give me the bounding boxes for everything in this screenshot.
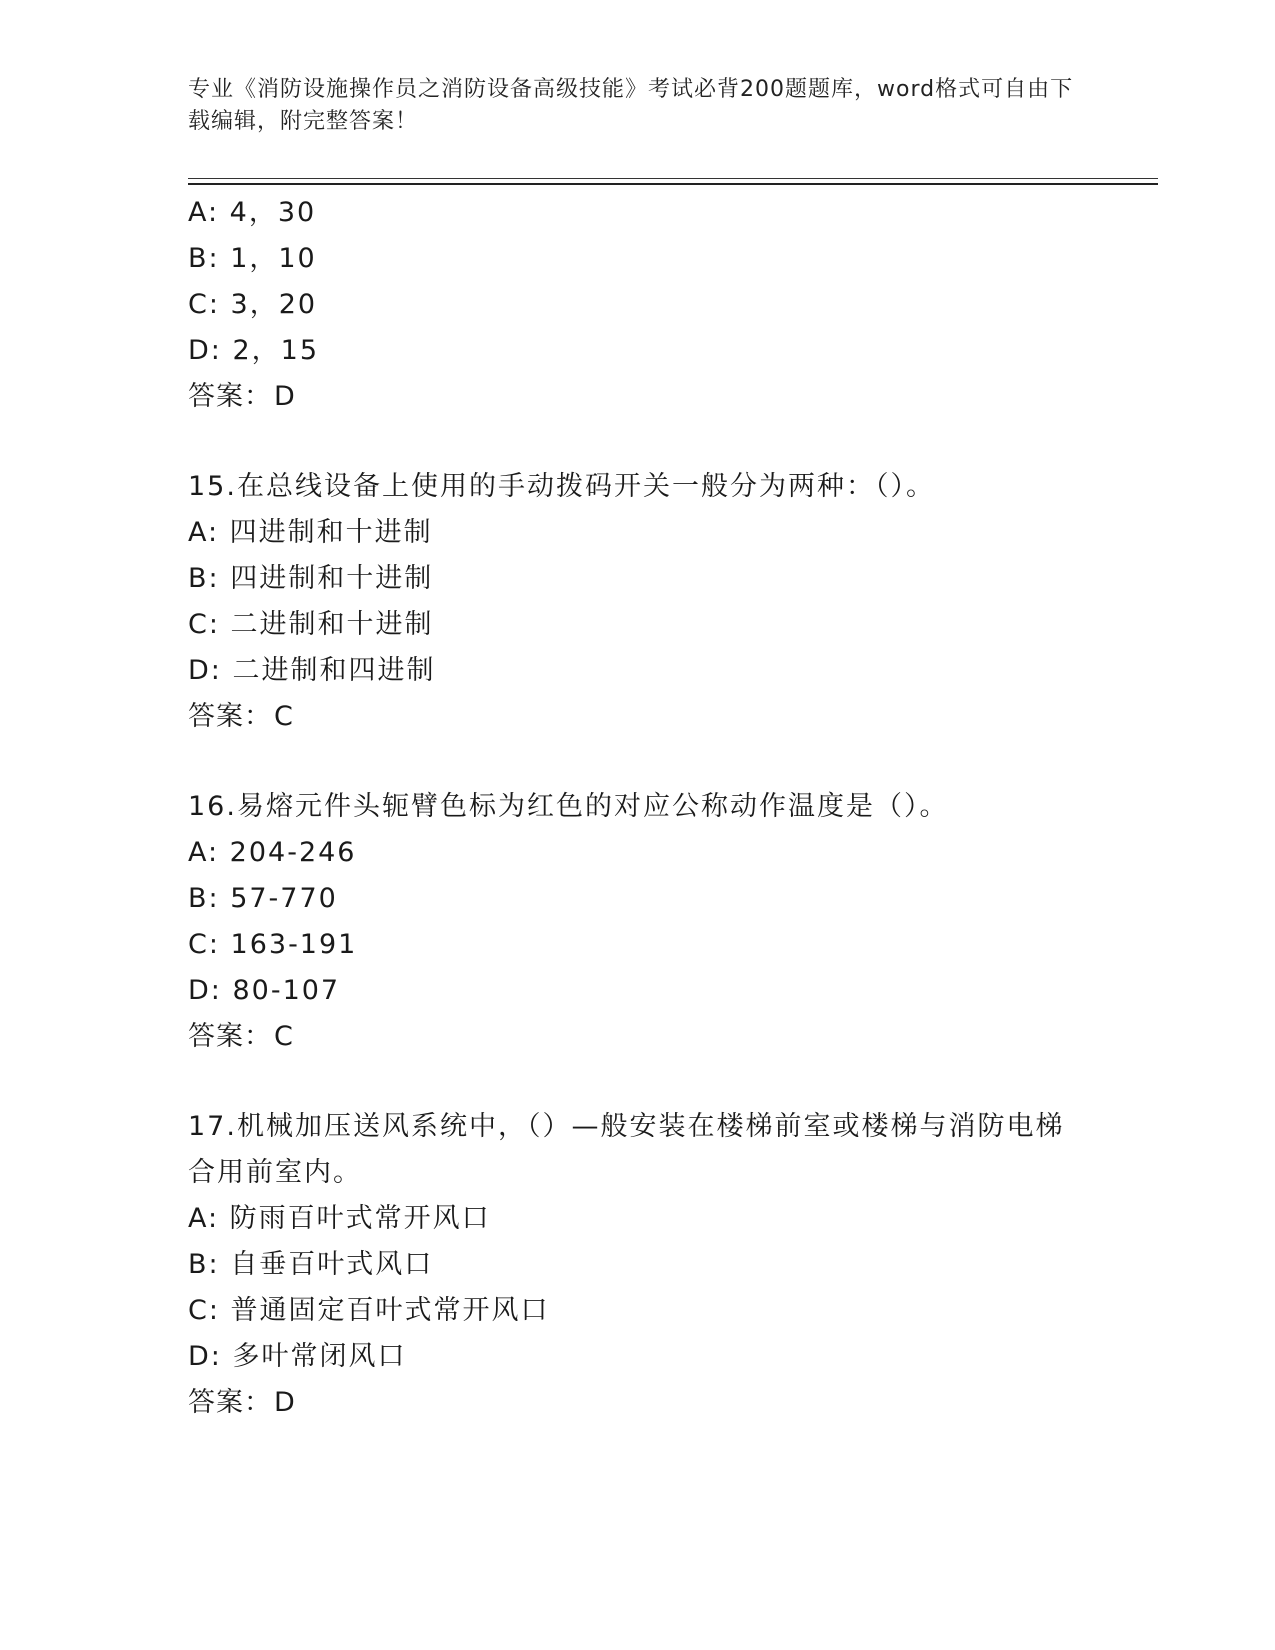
answer-value: C	[274, 1021, 294, 1052]
option-c: C: 普通固定百叶式常开风口	[188, 1295, 550, 1326]
header-rule-thick	[188, 183, 1158, 185]
question-block-partial	[188, 190, 1088, 420]
option-c: C: 二进制和十进制	[188, 609, 434, 640]
question-text: 15.在总线设备上使用的手动拨码开关一般分为两种：（）。	[188, 471, 935, 502]
answer-line	[188, 1380, 1088, 1426]
question-text: 16.易熔元件头轭臂色标为红色的对应公称动作温度是（）。	[188, 791, 949, 822]
document-header: 专业《消防设施操作员之消防设备高级技能》考试必背200题题库，word格式可自由下载编辑，附完整答案！	[188, 77, 1074, 134]
answer-value: C	[274, 701, 294, 732]
option-b: B: 自垂百叶式风口	[188, 1249, 434, 1280]
answer-line	[188, 374, 1088, 420]
answer-label: 答案：	[188, 1387, 272, 1418]
answer-label: 答案：	[188, 381, 272, 412]
option-a: A: 4，30	[188, 197, 317, 228]
option-b: B: 四进制和十进制	[188, 563, 434, 594]
answer-label: 答案：	[188, 701, 272, 732]
answer-value: D	[274, 381, 296, 412]
answer-label: 答案：	[188, 1021, 272, 1052]
option-d: D: 80-107	[188, 975, 341, 1006]
option-a: A: 四进制和十进制	[188, 517, 433, 548]
answer-value: D	[274, 1387, 296, 1418]
option-b: B: 57-770	[188, 883, 338, 914]
option-b: B: 1，10	[188, 243, 317, 274]
answer-line	[188, 1014, 1088, 1060]
option-c: C: 3，20	[188, 289, 318, 320]
question-block-17	[188, 1104, 1088, 1426]
option-d: D: 2，15	[188, 335, 320, 366]
option-d: D: 二进制和四进制	[188, 655, 436, 686]
header-rule-thin	[188, 178, 1158, 179]
option-d: D: 多叶常闭风口	[188, 1341, 407, 1372]
document-body	[188, 190, 1088, 1426]
question-text: 17.机械加压送风系统中，（）—般安装在楼梯前室或楼梯与消防电梯合用前室内。	[188, 1111, 1065, 1188]
question-block-16	[188, 784, 1088, 1060]
answer-line	[188, 694, 1088, 740]
question-block-15	[188, 464, 1088, 740]
option-a: A: 204-246	[188, 837, 357, 868]
option-c: C: 163-191	[188, 929, 358, 960]
option-a: A: 防雨百叶式常开风口	[188, 1203, 491, 1234]
